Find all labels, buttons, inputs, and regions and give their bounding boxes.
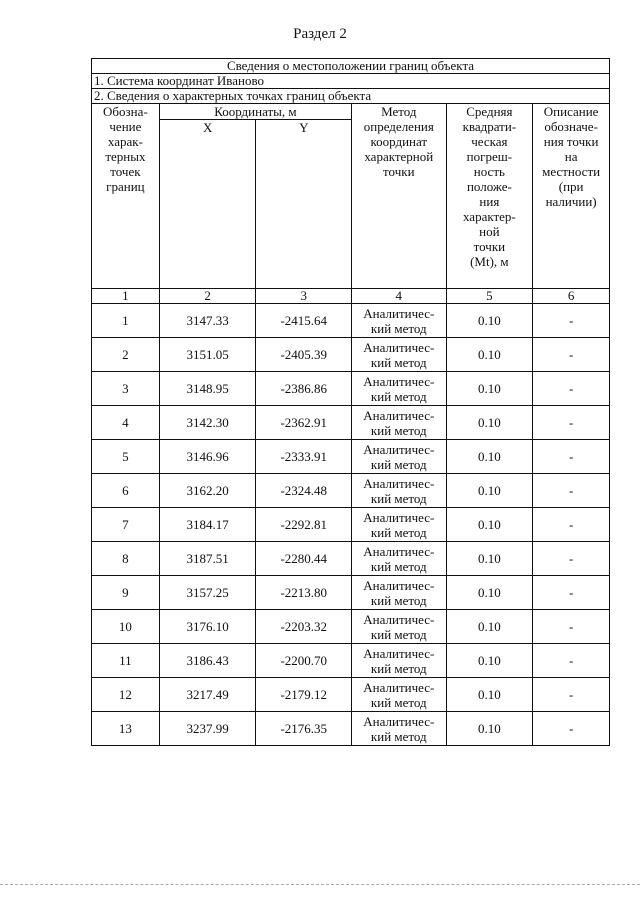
- point-number: 13: [92, 712, 160, 746]
- header-description: Описание обозначе- ния точки на местности (при наличии): [533, 104, 610, 289]
- coord-y: -2213.80: [256, 576, 352, 610]
- coordinate-system: 1. Система координат Иваново: [92, 74, 610, 89]
- coord-x: 3186.43: [159, 644, 256, 678]
- point-description: -: [533, 644, 610, 678]
- coord-y: -2324.48: [256, 474, 352, 508]
- mean-error: 0.10: [446, 372, 533, 406]
- coord-x: 3148.95: [159, 372, 256, 406]
- point-description: -: [533, 576, 610, 610]
- point-number: 7: [92, 508, 160, 542]
- method: Аналитичес- кий метод: [352, 372, 446, 406]
- point-description: -: [533, 474, 610, 508]
- coord-x: 3142.30: [159, 406, 256, 440]
- scan-edge: [0, 884, 640, 888]
- mean-error: 0.10: [446, 508, 533, 542]
- table-row: [92, 678, 610, 712]
- coord-y: -2333.91: [256, 440, 352, 474]
- mean-error: 0.10: [446, 542, 533, 576]
- point-number: 8: [92, 542, 160, 576]
- table-row: [92, 576, 610, 610]
- point-number: 3: [92, 372, 160, 406]
- table-row: [92, 406, 610, 440]
- point-number: 6: [92, 474, 160, 508]
- method: Аналитичес- кий метод: [352, 304, 446, 338]
- coord-x: 3217.49: [159, 678, 256, 712]
- section-title: Раздел 2: [293, 26, 347, 42]
- table-row: [92, 440, 610, 474]
- header-coordinates: Координаты, м: [159, 104, 351, 120]
- mean-error: 0.10: [446, 712, 533, 746]
- table-row: [92, 338, 610, 372]
- method: Аналитичес- кий метод: [352, 644, 446, 678]
- method: Аналитичес- кий метод: [352, 542, 446, 576]
- method: Аналитичес- кий метод: [352, 474, 446, 508]
- points-heading: 2. Сведения о характерных точках границ объекта: [92, 89, 610, 104]
- point-description: -: [533, 406, 610, 440]
- method: Аналитичес- кий метод: [352, 338, 446, 372]
- coord-x: 3151.05: [159, 338, 256, 372]
- header-method: Метод определения координат характерной точки: [352, 104, 446, 289]
- point-number: 4: [92, 406, 160, 440]
- header-error: Средняя квадрати- ческая погреш- ность положе- ния характер- ной точки (Mt), м: [446, 104, 533, 289]
- point-description: -: [533, 508, 610, 542]
- table-row: [92, 644, 610, 678]
- mean-error: 0.10: [446, 406, 533, 440]
- header-y: Y: [256, 120, 352, 289]
- point-number: 5: [92, 440, 160, 474]
- method: Аналитичес- кий метод: [352, 712, 446, 746]
- point-description: -: [533, 440, 610, 474]
- point-description: -: [533, 338, 610, 372]
- point-number: 2: [92, 338, 160, 372]
- column-number: 5: [446, 289, 533, 304]
- point-number: 10: [92, 610, 160, 644]
- coord-y: -2386.86: [256, 372, 352, 406]
- mean-error: 0.10: [446, 678, 533, 712]
- header-x: X: [159, 120, 256, 289]
- coord-x: 3187.51: [159, 542, 256, 576]
- coord-x: 3157.25: [159, 576, 256, 610]
- table-row: [92, 508, 610, 542]
- coord-x: 3237.99: [159, 712, 256, 746]
- table-title: Сведения о местоположении границ объекта: [92, 59, 610, 74]
- mean-error: 0.10: [446, 304, 533, 338]
- coord-y: -2179.12: [256, 678, 352, 712]
- table-row: [92, 474, 610, 508]
- point-description: -: [533, 678, 610, 712]
- point-description: -: [533, 610, 610, 644]
- coord-y: -2405.39: [256, 338, 352, 372]
- column-number: 3: [256, 289, 352, 304]
- mean-error: 0.10: [446, 440, 533, 474]
- boundary-table: [91, 58, 610, 746]
- method: Аналитичес- кий метод: [352, 508, 446, 542]
- coord-y: -2415.64: [256, 304, 352, 338]
- method: Аналитичес- кий метод: [352, 610, 446, 644]
- point-description: -: [533, 712, 610, 746]
- coord-x: 3162.20: [159, 474, 256, 508]
- column-number: 2: [159, 289, 256, 304]
- header-point-designation: Обозна- чение харак- терных точек границ: [92, 104, 160, 289]
- method: Аналитичес- кий метод: [352, 440, 446, 474]
- coord-x: 3147.33: [159, 304, 256, 338]
- column-number: 6: [533, 289, 610, 304]
- mean-error: 0.10: [446, 474, 533, 508]
- table-row: [92, 610, 610, 644]
- table-row: [92, 542, 610, 576]
- method: Аналитичес- кий метод: [352, 576, 446, 610]
- mean-error: 0.10: [446, 610, 533, 644]
- coord-y: -2362.91: [256, 406, 352, 440]
- method: Аналитичес- кий метод: [352, 406, 446, 440]
- coord-y: -2203.32: [256, 610, 352, 644]
- coord-x: 3176.10: [159, 610, 256, 644]
- column-number: 1: [92, 289, 160, 304]
- point-number: 1: [92, 304, 160, 338]
- point-description: -: [533, 372, 610, 406]
- point-number: 9: [92, 576, 160, 610]
- table-row: [92, 304, 610, 338]
- method: Аналитичес- кий метод: [352, 678, 446, 712]
- coord-y: -2200.70: [256, 644, 352, 678]
- point-description: -: [533, 542, 610, 576]
- coord-x: 3146.96: [159, 440, 256, 474]
- coord-x: 3184.17: [159, 508, 256, 542]
- point-number: 11: [92, 644, 160, 678]
- coord-y: -2176.35: [256, 712, 352, 746]
- coord-y: -2280.44: [256, 542, 352, 576]
- mean-error: 0.10: [446, 644, 533, 678]
- point-description: -: [533, 304, 610, 338]
- mean-error: 0.10: [446, 576, 533, 610]
- mean-error: 0.10: [446, 338, 533, 372]
- table-row: [92, 712, 610, 746]
- point-number: 12: [92, 678, 160, 712]
- column-number: 4: [352, 289, 446, 304]
- table-row: [92, 372, 610, 406]
- coord-y: -2292.81: [256, 508, 352, 542]
